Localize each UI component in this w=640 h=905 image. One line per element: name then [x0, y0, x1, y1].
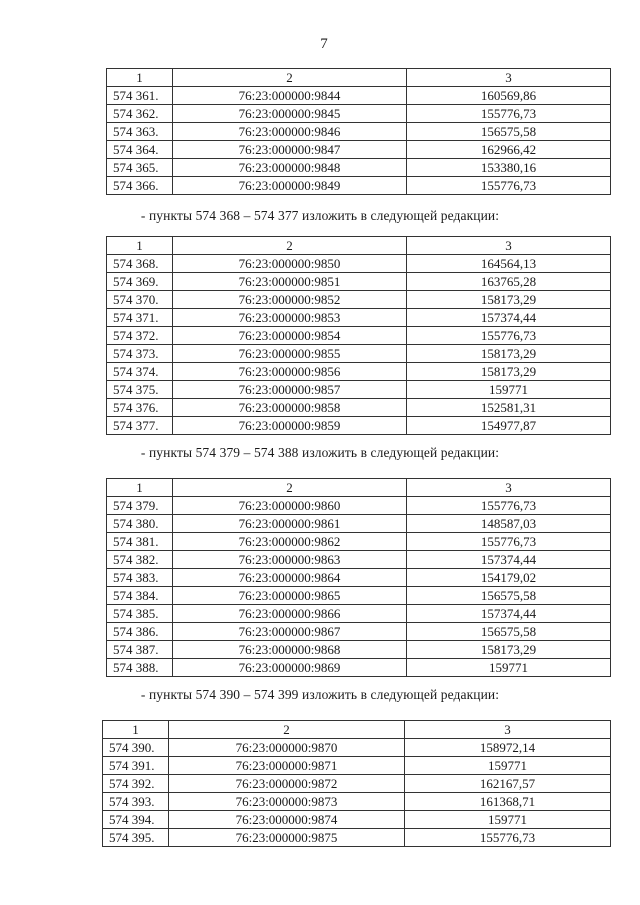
item-number-cell: 574 369.	[107, 273, 173, 291]
table-row	[103, 757, 611, 775]
value-cell: 163765,28	[407, 273, 611, 291]
cadastral-number-cell: 76:23:000000:9853	[173, 309, 407, 327]
cadastral-number-cell: 76:23:000000:9848	[173, 159, 407, 177]
cadastral-number-cell: 76:23:000000:9852	[173, 291, 407, 309]
header-cell: 2	[173, 69, 407, 87]
table-row	[107, 159, 611, 177]
table-row	[103, 739, 611, 757]
cadastral-number-cell: 76:23:000000:9854	[173, 327, 407, 345]
cadastral-number-cell: 76:23:000000:9855	[173, 345, 407, 363]
table-row	[107, 569, 611, 587]
item-number-cell: 574 372.	[107, 327, 173, 345]
table-row	[107, 417, 611, 435]
value-cell: 160569,86	[407, 87, 611, 105]
table-row	[107, 177, 611, 195]
table-row	[107, 105, 611, 123]
table-row	[103, 811, 611, 829]
table-row	[103, 793, 611, 811]
cadastral-number-cell: 76:23:000000:9861	[173, 515, 407, 533]
value-cell: 156575,58	[407, 587, 611, 605]
item-number-cell: 574 362.	[107, 105, 173, 123]
cadastral-number-cell: 76:23:000000:9858	[173, 399, 407, 417]
cadastral-number-cell: 76:23:000000:9859	[173, 417, 407, 435]
item-number-cell: 574 371.	[107, 309, 173, 327]
header-cell: 1	[103, 721, 169, 739]
value-cell: 155776,73	[407, 497, 611, 515]
table-header-row	[103, 721, 611, 739]
cadastral-number-cell: 76:23:000000:9874	[169, 811, 405, 829]
table-row	[107, 141, 611, 159]
cadastral-number-cell: 76:23:000000:9851	[173, 273, 407, 291]
table-row	[107, 345, 611, 363]
table-row	[107, 533, 611, 551]
value-cell: 155776,73	[407, 105, 611, 123]
cadastral-number-cell: 76:23:000000:9862	[173, 533, 407, 551]
table-row	[107, 551, 611, 569]
instruction-text: - пункты 574 368 – 574 377 изложить в следующей редакции:	[140, 208, 500, 223]
table-row	[107, 273, 611, 291]
cadastral-number-cell: 76:23:000000:9849	[173, 177, 407, 195]
table-header-row	[107, 69, 611, 87]
instruction-text: - пункты 574 379 – 574 388 изложить в следующей редакции:	[140, 445, 500, 460]
value-cell: 155776,73	[405, 829, 611, 847]
value-cell: 153380,16	[407, 159, 611, 177]
cadastral-number-cell: 76:23:000000:9857	[173, 381, 407, 399]
table-row	[107, 641, 611, 659]
item-number-cell: 574 366.	[107, 177, 173, 195]
value-cell: 159771	[405, 757, 611, 775]
table-row	[107, 291, 611, 309]
cadastral-number-cell: 76:23:000000:9871	[169, 757, 405, 775]
cadastral-number-cell: 76:23:000000:9850	[173, 255, 407, 273]
table-row	[107, 587, 611, 605]
value-cell: 155776,73	[407, 177, 611, 195]
header-cell: 1	[107, 69, 173, 87]
cadastral-number-cell: 76:23:000000:9868	[173, 641, 407, 659]
instruction-text: - пункты 574 390 – 574 399 изложить в следующей редакции:	[140, 687, 500, 702]
item-number-cell: 574 380.	[107, 515, 173, 533]
cadastral-number-cell: 76:23:000000:9867	[173, 623, 407, 641]
item-number-cell: 574 393.	[103, 793, 169, 811]
cadastral-number-cell: 76:23:000000:9844	[173, 87, 407, 105]
table-row	[107, 623, 611, 641]
table-row	[103, 775, 611, 793]
table-row	[107, 497, 611, 515]
cadastral-number-cell: 76:23:000000:9872	[169, 775, 405, 793]
item-number-cell: 574 392.	[103, 775, 169, 793]
value-cell: 148587,03	[407, 515, 611, 533]
cadastral-number-cell: 76:23:000000:9863	[173, 551, 407, 569]
item-number-cell: 574 377.	[107, 417, 173, 435]
item-number-cell: 574 382.	[107, 551, 173, 569]
cadastral-number-cell: 76:23:000000:9875	[169, 829, 405, 847]
page-number: 7	[320, 36, 328, 52]
cadastral-number-cell: 76:23:000000:9866	[173, 605, 407, 623]
cadastral-number-cell: 76:23:000000:9845	[173, 105, 407, 123]
value-cell: 158173,29	[407, 641, 611, 659]
value-cell: 164564,13	[407, 255, 611, 273]
table-row	[103, 829, 611, 847]
value-cell: 155776,73	[407, 533, 611, 551]
value-cell: 155776,73	[407, 327, 611, 345]
value-cell: 154977,87	[407, 417, 611, 435]
data-table-3	[106, 478, 611, 677]
value-cell: 157374,44	[407, 605, 611, 623]
item-number-cell: 574 388.	[107, 659, 173, 677]
value-cell: 158972,14	[405, 739, 611, 757]
value-cell: 161368,71	[405, 793, 611, 811]
table-row	[107, 515, 611, 533]
value-cell: 159771	[407, 381, 611, 399]
item-number-cell: 574 379.	[107, 497, 173, 515]
header-cell: 2	[173, 237, 407, 255]
cadastral-number-cell: 76:23:000000:9865	[173, 587, 407, 605]
item-number-cell: 574 363.	[107, 123, 173, 141]
item-number-cell: 574 364.	[107, 141, 173, 159]
item-number-cell: 574 385.	[107, 605, 173, 623]
data-table-4	[102, 720, 611, 847]
table-row	[107, 327, 611, 345]
item-number-cell: 574 383.	[107, 569, 173, 587]
table-row	[107, 309, 611, 327]
value-cell: 157374,44	[407, 551, 611, 569]
item-number-cell: 574 381.	[107, 533, 173, 551]
data-table-2	[106, 236, 611, 435]
table-row	[107, 255, 611, 273]
data-table-1	[106, 68, 611, 195]
cadastral-number-cell: 76:23:000000:9847	[173, 141, 407, 159]
header-cell: 1	[107, 479, 173, 497]
value-cell: 158173,29	[407, 345, 611, 363]
item-number-cell: 574 373.	[107, 345, 173, 363]
cadastral-number-cell: 76:23:000000:9846	[173, 123, 407, 141]
item-number-cell: 574 365.	[107, 159, 173, 177]
item-number-cell: 574 384.	[107, 587, 173, 605]
item-number-cell: 574 394.	[103, 811, 169, 829]
value-cell: 154179,02	[407, 569, 611, 587]
table-row	[107, 381, 611, 399]
value-cell: 159771	[407, 659, 611, 677]
item-number-cell: 574 374.	[107, 363, 173, 381]
cadastral-number-cell: 76:23:000000:9873	[169, 793, 405, 811]
item-number-cell: 574 387.	[107, 641, 173, 659]
item-number-cell: 574 386.	[107, 623, 173, 641]
item-number-cell: 574 395.	[103, 829, 169, 847]
cadastral-number-cell: 76:23:000000:9864	[173, 569, 407, 587]
item-number-cell: 574 368.	[107, 255, 173, 273]
value-cell: 157374,44	[407, 309, 611, 327]
cadastral-number-cell: 76:23:000000:9870	[169, 739, 405, 757]
value-cell: 158173,29	[407, 291, 611, 309]
item-number-cell: 574 391.	[103, 757, 169, 775]
value-cell: 156575,58	[407, 123, 611, 141]
value-cell: 159771	[405, 811, 611, 829]
cadastral-number-cell: 76:23:000000:9856	[173, 363, 407, 381]
table-row	[107, 399, 611, 417]
table-row	[107, 123, 611, 141]
table-row	[107, 363, 611, 381]
value-cell: 152581,31	[407, 399, 611, 417]
table-row	[107, 87, 611, 105]
item-number-cell: 574 375.	[107, 381, 173, 399]
header-cell: 2	[169, 721, 405, 739]
item-number-cell: 574 390.	[103, 739, 169, 757]
cadastral-number-cell: 76:23:000000:9869	[173, 659, 407, 677]
header-cell: 3	[407, 69, 611, 87]
value-cell: 156575,58	[407, 623, 611, 641]
value-cell: 158173,29	[407, 363, 611, 381]
header-cell: 1	[107, 237, 173, 255]
table-header-row	[107, 237, 611, 255]
item-number-cell: 574 370.	[107, 291, 173, 309]
value-cell: 162167,57	[405, 775, 611, 793]
table-row	[107, 605, 611, 623]
header-cell: 3	[407, 237, 611, 255]
header-cell: 2	[173, 479, 407, 497]
table-header-row	[107, 479, 611, 497]
cadastral-number-cell: 76:23:000000:9860	[173, 497, 407, 515]
header-cell: 3	[405, 721, 611, 739]
item-number-cell: 574 361.	[107, 87, 173, 105]
header-cell: 3	[407, 479, 611, 497]
table-row	[107, 659, 611, 677]
value-cell: 162966,42	[407, 141, 611, 159]
item-number-cell: 574 376.	[107, 399, 173, 417]
